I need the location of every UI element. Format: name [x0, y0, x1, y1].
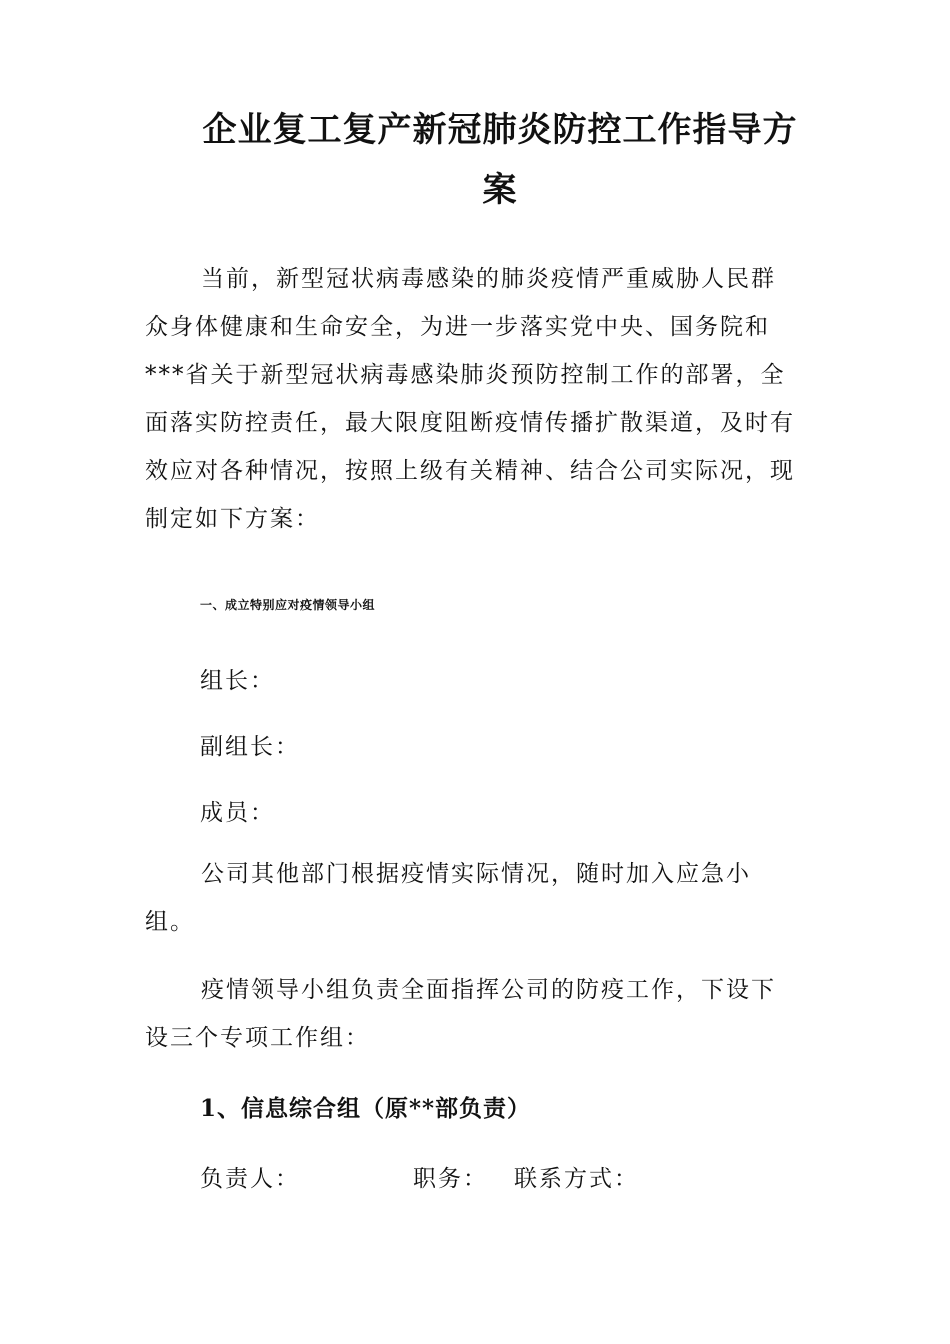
leader-label: 组长： — [200, 668, 275, 694]
intro-paragraph: 当前，新型冠状病毒感染的肺炎疫情严重威胁人民群众身体健康和生命安全，为进一步落实党中央、国务院和***省关于新型冠状病毒感染肺炎预防控制工作的部署，全面落实防控责任，最大限度阻断疫情传播扩散渠道，及时有效应对各种情况，按照上级有关精神、结合公司实际况，现制定如下方案： — [145, 266, 795, 532]
deputy-leader-label: 副组长： — [200, 734, 300, 760]
person-in-charge-label: 负责人： — [200, 1166, 300, 1192]
other-departments-paragraph: 公司其他部门根据疫情实际情况，随时加入应急小组。 — [145, 861, 751, 935]
position-label: 职务： — [413, 1166, 488, 1192]
members-label: 成员： — [200, 800, 275, 826]
group-1-heading: 1、信息综合组（原**部负责） — [200, 1095, 532, 1122]
contact-info-label: 联系方式： — [514, 1166, 639, 1192]
title-line-2: 案 — [482, 170, 518, 210]
title-line-1: 企业复工复产新冠肺炎防控工作指导方 — [202, 110, 798, 150]
document-title — [150, 100, 850, 220]
section-1-heading: 一、成立特别应对疫情领导小组 — [200, 598, 376, 612]
group-duty-paragraph: 疫情领导小组负责全面指挥公司的防疫工作，下设下设三个专项工作组： — [145, 977, 776, 1051]
contact-row — [200, 1160, 800, 1196]
